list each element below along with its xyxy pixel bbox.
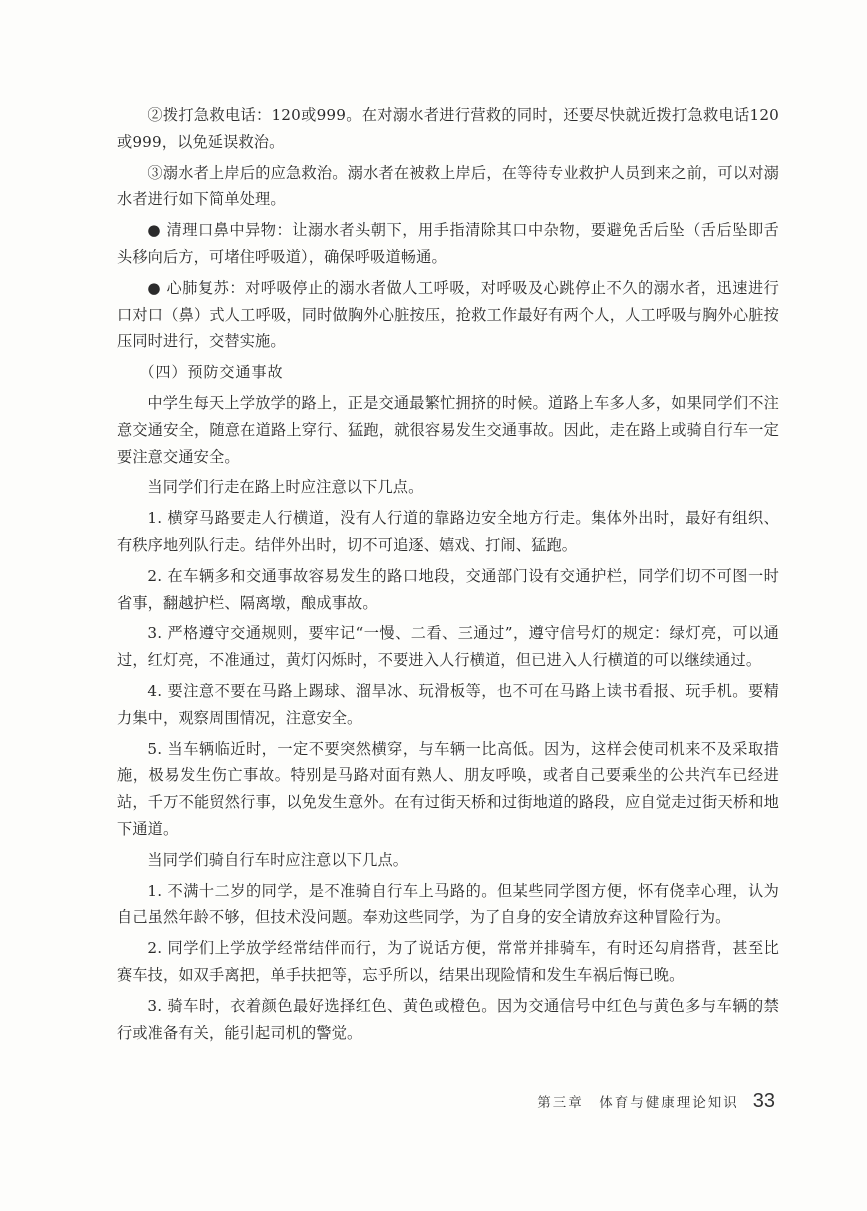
footer-chapter-title: 第三章 体育与健康理论知识 [537,1095,739,1111]
walking-rule-5: 5. 当车辆临近时，一定不要突然横穿，与车辆一比高低。因为，这样会使司机来不及采取措施，极易发生伤亡事故。特别是马路对面有熟人、朋友呼唤，或者自己要乘坐的公共汽车已经进站，千万不能贸然行事，以免发生意外。在有过街天桥和过街地道的路段，应自觉走过街天桥和地下通道。 [117,739,779,838]
paragraph-onshore-rescue: ③溺水者上岸后的应急救治。溺水者在被救上岸后，在等待专业救护人员到来之前，可以对溺水者进行如下简单处理。 [117,163,779,209]
paragraph-cycling-intro: 当同学们骑自行车时应注意以下几点。 [147,850,409,869]
page-body [117,102,779,1050]
cycling-rule-2: 2. 同学们上学放学经常结伴而行，为了说话方便，常常并排骑车，有时还勾肩搭背，甚至比赛车技，如双手离把，单手扶把等，忘乎所以，结果出现险情和发生车祸后悔已晚。 [117,939,779,984]
paragraph-emergency-call: ②拨打急救电话：120或999。在对溺水者进行营救的同时，还要尽快就近拨打急救电话120或999，以免延误救治。 [117,106,779,151]
bullet-clear-airway: ● 清理口鼻中异物：让溺水者头朝下，用手指清除其口中杂物，要避免舌后坠（舌后坠即舌头移向后方，可堵住呼吸道），确保呼吸道畅通。 [117,221,779,266]
paragraph-traffic-intro: 中学生每天上学放学的路上，正是交通最繁忙拥挤的时候。道路上车多人多，如果同学们不注意交通安全，随意在道路上穿行、猛跑，就很容易发生交通事故。因此，走在路上或骑自行车一定要注意交通安全。 [117,393,779,466]
paragraph-walking-intro: 当同学们行走在路上时应注意以下几点。 [147,478,424,497]
page-number: 33 [752,1090,775,1112]
walking-rule-2: 2. 在车辆多和交通事故容易发生的路口地段，交通部门设有交通护栏，同学们切不可图一时省事，翻越护栏、隔离墩，酿成事故。 [117,566,779,612]
cycling-rule-3: 3. 骑车时，衣着颜色最好选择红色、黄色或橙色。因为交通信号中红色与黄色多与车辆的禁行或准备有关，能引起司机的警觉。 [117,996,779,1042]
walking-rule-1: 1. 横穿马路要走人行横道，没有人行道的靠路边安全地方行走。集体外出时，最好有组织、有秩序地列队行走。结伴外出时，切不可追逐、嬉戏、打闹、猛跑。 [117,509,779,554]
cycling-rule-1: 1. 不满十二岁的同学，是不准骑自行车上马路的。但某些同学图方便，怀有侥幸心理，认为自己虽然年龄不够，但技术没问题。奉劝这些同学，为了自身的安全请放弃这种冒险行为。 [117,881,779,927]
page-footer [537,1090,775,1113]
walking-rule-4: 4. 要注意不要在马路上踢球、溜旱冰、玩滑板等，也不可在马路上读书看报、玩手机。要精力集中，观察周围情况，注意安全。 [117,681,779,727]
walking-rule-3: 3. 严格遵守交通规则，要牢记“一慢、二看、三通过”，遵守信号灯的规定：绿灯亮，可以通过，红灯亮，不准通过，黄灯闪烁时，不要进入人行横道，但已进入人行横道的可以继续通过。 [117,624,779,670]
section-heading-traffic: （四）预防交通事故 [139,363,284,382]
bullet-cpr: ● 心肺复苏：对呼吸停止的溺水者做人工呼吸，对呼吸及心跳停止不久的溺水者，迅速进行口对口（鼻）式人工呼吸，同时做胸外心脏按压，抢救工作最好有两个人，人工呼吸与胸外心脏按压同时进行，交替实施。 [117,278,779,351]
